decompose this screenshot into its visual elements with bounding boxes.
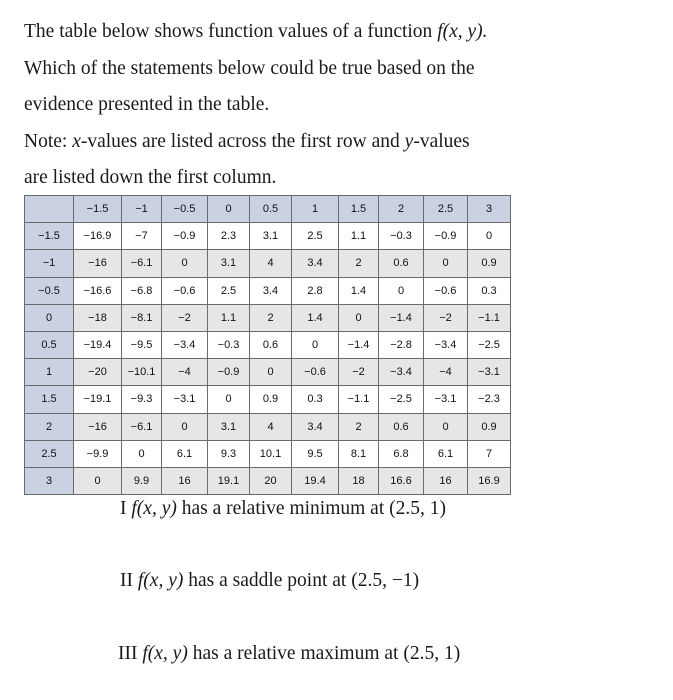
table-row [25,304,511,331]
value-cell: 1.4 [339,277,379,304]
value-cell: −1.4 [339,331,379,358]
table-row [25,223,511,250]
value-cell: 1.1 [208,304,250,331]
y-header-cell: −1 [25,250,74,277]
value-cell: 0 [424,250,468,277]
table-row [25,386,511,413]
statement-function: f(x, y) [131,498,177,519]
value-cell: −4 [424,359,468,386]
y-variable: y [404,130,414,152]
value-cell: −2.5 [468,331,511,358]
value-cell: −9.5 [122,331,162,358]
value-cell: 4 [250,413,292,440]
value-cell: 3.1 [250,223,292,250]
value-cell: 6.8 [379,440,424,467]
y-header-cell: 3 [25,467,74,494]
value-cell: −3.1 [162,386,208,413]
x-header-cell: 3 [468,196,511,223]
value-cell: −4 [162,359,208,386]
value-cell: −1.1 [468,304,511,331]
value-cell: 16 [162,467,208,494]
value-cell: −2 [424,304,468,331]
table-row [25,413,511,440]
value-cell: −6.1 [122,250,162,277]
statement-text: has a relative maximum at (2.5, 1) [187,643,461,664]
x-header-cell: 1.5 [339,196,379,223]
value-cell: −0.6 [424,277,468,304]
value-cell: 1.1 [339,223,379,250]
value-cell: 20 [250,467,292,494]
value-cell: −0.3 [208,331,250,358]
x-header-cell: 0 [208,196,250,223]
value-cell: 6.1 [424,440,468,467]
value-cell: −16.6 [74,277,122,304]
table-row [25,467,511,494]
x-header-cell: −1 [122,196,162,223]
value-cell: 18 [339,467,379,494]
value-cell: −9.3 [122,386,162,413]
value-cell: 2.3 [208,223,250,250]
intro-line-2: Which of the statements below could be true based on the [24,57,475,79]
y-header-cell: 1 [25,359,74,386]
value-cell: 0.9 [468,413,511,440]
value-cell: 0 [162,250,208,277]
value-cell: 6.1 [162,440,208,467]
value-cell: −2 [162,304,208,331]
table-row [25,440,511,467]
intro-line-3: evidence presented in the table. [24,94,270,115]
value-cell: 7 [468,440,511,467]
value-cell: −16 [74,413,122,440]
table-row [25,250,511,277]
value-cell: −19.4 [74,331,122,358]
value-cell: 0.9 [250,386,292,413]
value-cell: −0.6 [292,359,339,386]
value-cell: 9.5 [292,440,339,467]
value-cell: 16.9 [468,467,511,494]
value-cell: 2.8 [292,277,339,304]
value-cell: −2.3 [468,386,511,413]
corner-cell [25,196,74,223]
value-cell: −6.8 [122,277,162,304]
value-cell: 0 [292,331,339,358]
value-cell: 2 [250,304,292,331]
value-cell: 0 [468,223,511,250]
table-row [25,359,511,386]
value-cell: 0 [339,304,379,331]
y-header-cell: 0 [25,304,74,331]
y-header-cell: 2 [25,413,74,440]
intro-line-4 [24,124,664,161]
y-header-cell: 2.5 [25,440,74,467]
x-header-cell: 0.5 [250,196,292,223]
value-cell: −8.1 [122,304,162,331]
value-cell: 2.5 [208,277,250,304]
value-cell: 3.4 [250,277,292,304]
statement-2 [120,570,419,592]
value-cell: −0.9 [208,359,250,386]
value-cell: 2.5 [292,223,339,250]
y-header-cell: 0.5 [25,331,74,358]
value-cell: 3.1 [208,413,250,440]
value-cell: 2 [339,250,379,277]
statement-function: f(x, y) [137,570,184,591]
value-cell: 0 [162,413,208,440]
value-cell: −3.4 [379,359,424,386]
x-header-cell: −1.5 [74,196,122,223]
values-grid [24,195,511,495]
value-cell: −0.3 [379,223,424,250]
value-cell: −6.1 [122,413,162,440]
value-cell: 8.1 [339,440,379,467]
statement-number: II [120,570,133,591]
x-header-cell: −0.5 [162,196,208,223]
x-header-cell: 2 [379,196,424,223]
statement-text: has a relative minimum at (2.5, 1) [176,498,446,519]
statement-function: f(x, y) [142,643,188,664]
value-cell: −2.5 [379,386,424,413]
value-cell: 0 [122,440,162,467]
function-notation: f(x, y). [437,21,488,42]
value-cell: −3.1 [424,386,468,413]
note-text-2: -values [413,130,470,152]
y-header-cell: −1.5 [25,223,74,250]
function-values-table [24,195,511,495]
x-header-cell: 1 [292,196,339,223]
value-cell: −1.4 [379,304,424,331]
note-text-1: -values are listed across the first row and [80,130,405,152]
value-cell: 0.3 [468,277,511,304]
value-cell: 4 [250,250,292,277]
value-cell: −16.9 [74,223,122,250]
value-cell: 0.6 [379,250,424,277]
table-row [25,331,511,358]
statement-text: has a saddle point at (2.5, −1) [183,570,420,591]
header-row [25,196,511,223]
value-cell: 0 [424,413,468,440]
value-cell: 0.6 [250,331,292,358]
value-cell: 9.3 [208,440,250,467]
value-cell: 3.1 [208,250,250,277]
value-cell: 10.1 [250,440,292,467]
value-cell: −3.4 [162,331,208,358]
value-cell: 9.9 [122,467,162,494]
value-cell: −0.9 [162,223,208,250]
value-cell: −3.4 [424,331,468,358]
x-header-cell: 2.5 [424,196,468,223]
value-cell: 3.4 [292,413,339,440]
value-cell: 3.4 [292,250,339,277]
statement-1 [120,498,446,520]
y-header-cell: 1.5 [25,386,74,413]
note-label: Note: [24,130,73,152]
value-cell: 0 [250,359,292,386]
value-cell: −2 [339,359,379,386]
question-text [24,14,664,197]
value-cell: 0.9 [468,250,511,277]
value-cell: −16 [74,250,122,277]
intro-line-5: are listed down the first column. [24,167,277,188]
value-cell: 1.4 [292,304,339,331]
value-cell: −0.6 [162,277,208,304]
value-cell: 16.6 [379,467,424,494]
value-cell: −1.1 [339,386,379,413]
value-cell: 0 [208,386,250,413]
value-cell: −7 [122,223,162,250]
value-cell: 0 [74,467,122,494]
value-cell: −19.1 [74,386,122,413]
value-cell: 2 [339,413,379,440]
intro-line-1-text: The table below shows function values of a function [24,21,438,42]
x-variable: x [72,130,81,152]
table-row [25,277,511,304]
value-cell: 19.4 [292,467,339,494]
value-cell: −18 [74,304,122,331]
statement-number: I [120,498,127,519]
statement-3 [118,643,460,665]
y-header-cell: −0.5 [25,277,74,304]
statement-number: III [118,643,138,664]
value-cell: 0.6 [379,413,424,440]
value-cell: −9.9 [74,440,122,467]
intro-line-1 [24,14,664,51]
value-cell: −0.9 [424,223,468,250]
value-cell: 0.3 [292,386,339,413]
value-cell: −10.1 [122,359,162,386]
value-cell: 19.1 [208,467,250,494]
value-cell: −20 [74,359,122,386]
value-cell: −3.1 [468,359,511,386]
value-cell: −2.8 [379,331,424,358]
value-cell: 0 [379,277,424,304]
value-cell: 16 [424,467,468,494]
